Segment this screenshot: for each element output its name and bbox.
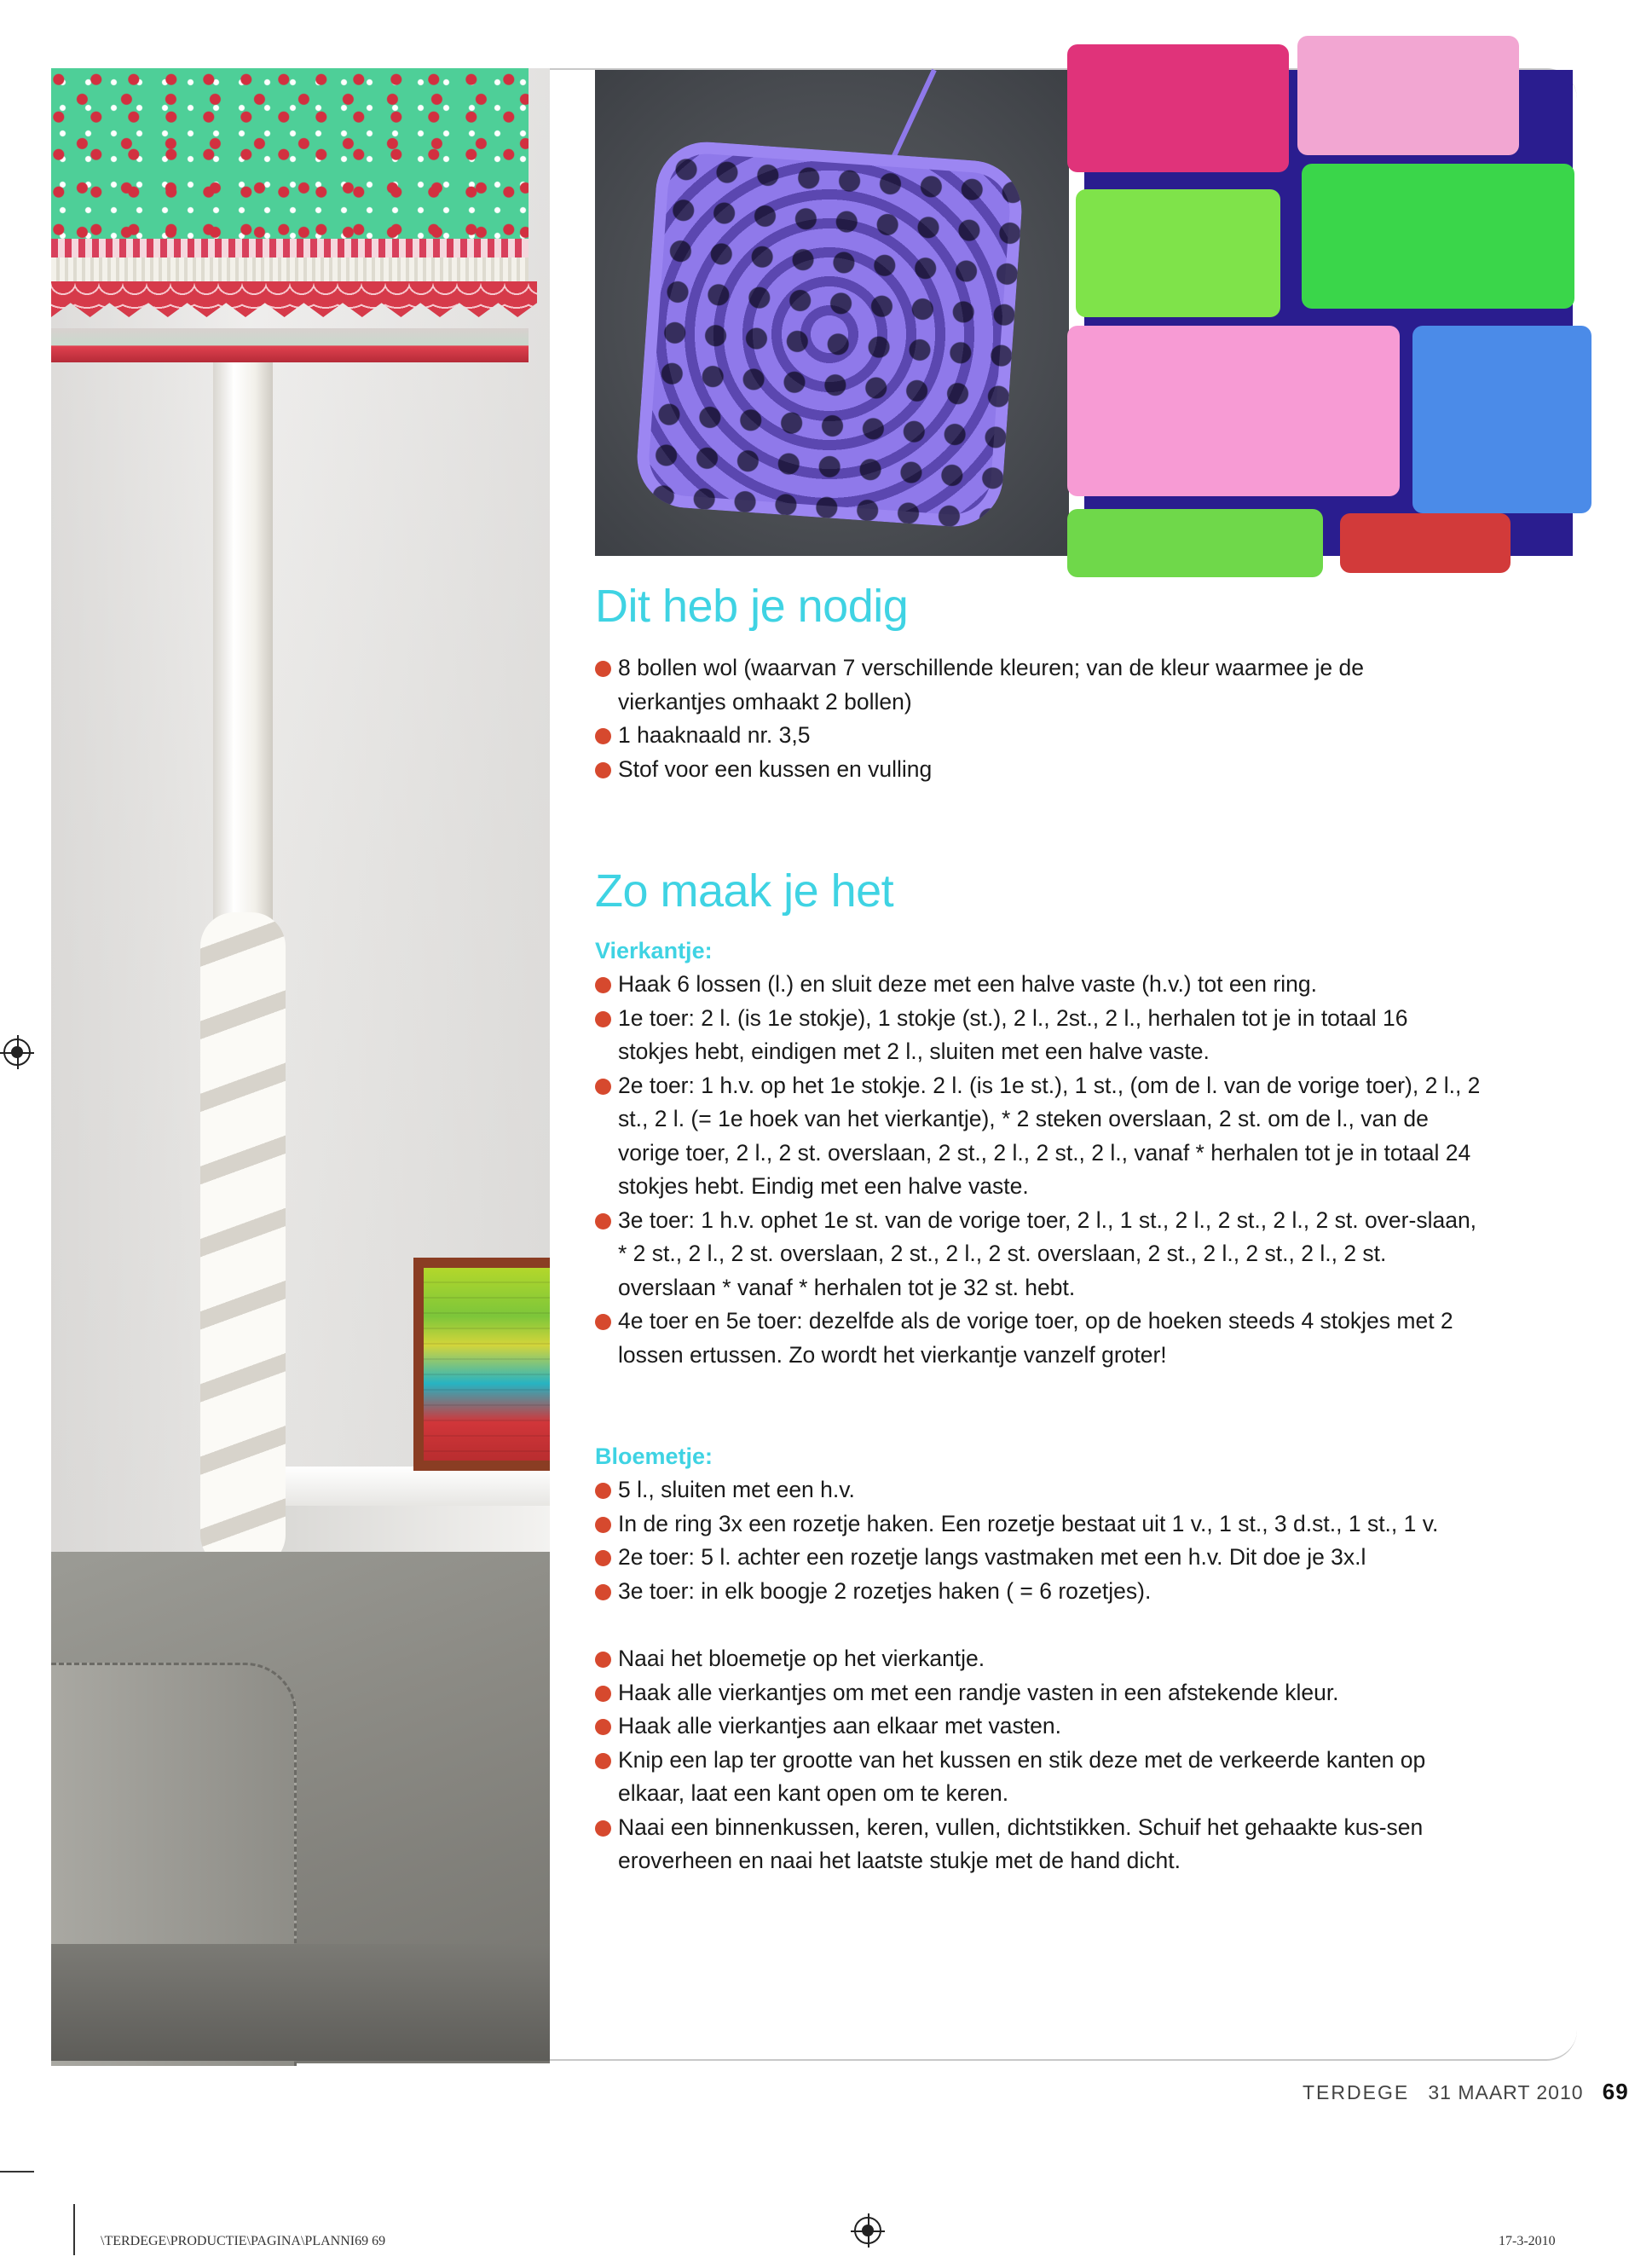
bullet-dot	[595, 1011, 611, 1027]
article-text	[595, 580, 1490, 1878]
list-item: 3e toer: 1 h.v. ophet 1e st. van de vorige toer, 2 l., 1 st., 2 l., 2 st., 2 l., 2 st. over-slaan, * 2 st., 2 l., 2 st. overslaan, 2 st., 2 l., 2 st. overslaan, 2 st., 2 l., 2 st., 2 l., 2 st. overslaan * vanaf * herhalen tot je 32 st. hebt.	[595, 1204, 1482, 1305]
finishing-steps	[595, 1642, 1482, 1878]
list-item: In de ring 3x een rozetje haken. Een rozetje bestaat uit 1 v., 1 st., 3 d.st., 1 st., 1 v.	[595, 1507, 1482, 1542]
sofa-base	[51, 1944, 550, 2061]
page-number: 69	[1602, 2079, 1629, 2104]
bullet-dot	[595, 1517, 611, 1533]
granny-square-holes	[634, 139, 1025, 530]
print-slug-date: 17-3-2010	[1499, 2234, 1556, 2248]
lampshade-lace	[51, 257, 529, 281]
list-item: Naai een binnenkussen, keren, vullen, dichtstikken. Schuif het gehaakte kus-sen eroverheen en naai het laatste stukje met de hand dicht.	[595, 1811, 1482, 1878]
blanket-square	[1067, 44, 1289, 172]
square-instructions	[595, 934, 1490, 1372]
list-item: Haak 6 lossen (l.) en sluit deze met een halve vaste (h.v.) tot een ring.	[595, 968, 1482, 1002]
materials-heading: Dit heb je nodig	[595, 581, 909, 632]
issue-date: 31 MAART 2010	[1428, 2081, 1584, 2103]
list-item: 3e toer: in elk boogje 2 rozetjes haken ( = 6 rozetjes).	[595, 1575, 1482, 1609]
blanket-square	[1340, 513, 1511, 573]
blanket-square	[1076, 189, 1280, 317]
list-item: 8 bollen wol (waarvan 7 verschillende kleuren; van de kleur waarmee je de vierkantjes omhaakt 2 bollen)	[595, 651, 1453, 719]
finishing-instructions	[595, 1642, 1490, 1878]
list-item: Naai het bloemetje op het vierkantje.	[595, 1642, 1482, 1676]
lampshade	[51, 68, 529, 239]
lamp-photo	[51, 68, 550, 2061]
list-item: 1e toer: 2 l. (is 1e stokje), 1 stokje (st.), 2 l., 2st., 2 l., herhalen tot je in totaal 16 stokjes hebt, eindigen met 2 l., sluiten met een halve vaste.	[595, 1002, 1482, 1069]
granny-square-photo	[595, 70, 1069, 556]
instructions-heading: Zo maak je het	[595, 865, 894, 917]
bullet-dot	[595, 977, 611, 993]
flower-instructions	[595, 1440, 1490, 1608]
bullet-dot	[595, 1753, 611, 1769]
square-steps	[595, 968, 1482, 1372]
bullet-dot	[595, 1213, 611, 1229]
list-item: Stof voor een kussen en vulling	[595, 753, 1490, 787]
materials-list	[595, 651, 1490, 786]
list-item: 2e toer: 5 l. achter een rozetje langs vastmaken met een h.v. Dit doe je 3x.l	[595, 1541, 1482, 1575]
crop-mark	[0, 2171, 34, 2173]
lamp-pole-twist	[200, 912, 286, 1569]
bullet-dot	[595, 1550, 611, 1566]
bullet-dot	[595, 1314, 611, 1330]
list-item: 2e toer: 1 h.v. op het 1e stokje. 2 l. (is 1e st.), 1 st., (om de l. van de vorige toer), 2 l., 2 st., 2 l. (= 1e hoek van het vierkantje), * 2 steken overslaan, 2 st. om de l., van de vorige toer, 2 l., 2 st. overslaan, 2 st., 2 l., 2 st., 2 l., vanaf * herhalen tot je in totaal 24 stokjes hebt. Eindig met een halve vaste.	[595, 1069, 1482, 1204]
list-item: 5 l., sluiten met een h.v.	[595, 1473, 1482, 1507]
bullet-dot	[595, 1820, 611, 1837]
bullet-dot	[595, 762, 611, 778]
bullet-dot	[595, 1686, 611, 1702]
bullet-dot	[595, 661, 611, 677]
flower-title: Bloemetje:	[595, 1444, 713, 1469]
print-slug-path: \TERDEGE\PRODUCTIE\PAGINA\PLANNI69 69	[101, 2234, 386, 2248]
blanket-square	[1067, 509, 1323, 577]
lampshade-ribbon	[51, 239, 529, 257]
bullet-dot	[595, 1584, 611, 1600]
list-item: 1 haaknaald nr. 3,5	[595, 719, 1490, 753]
abacus	[413, 1258, 550, 1471]
page-footer	[1303, 2079, 1629, 2105]
bullet-dot	[595, 1483, 611, 1499]
square-title: Vierkantje:	[595, 938, 713, 963]
lampshade-lining	[51, 328, 529, 362]
magazine-name: TERDEGE	[1303, 2081, 1410, 2103]
bullet-dot	[595, 1719, 611, 1735]
list-item: Haak alle vierkantjes aan elkaar met vasten.	[595, 1710, 1482, 1744]
blanket-square	[1302, 164, 1574, 309]
registration-mark-icon	[3, 1039, 31, 1066]
shelf-top	[264, 1467, 550, 1506]
bullet-dot	[595, 1079, 611, 1095]
crop-mark	[73, 2204, 75, 2255]
blanket-square	[1297, 36, 1519, 155]
bullet-dot	[595, 728, 611, 744]
list-item: 4e toer en 5e toer: dezelfde als de vorige toer, op de hoeken steeds 4 stokjes met 2 lossen ertussen. Zo wordt het vierkantje vanzelf groter!	[595, 1305, 1482, 1372]
registration-mark-icon	[854, 2217, 881, 2244]
flower-steps	[595, 1473, 1482, 1608]
list-item: Haak alle vierkantjes om met een randje vasten in een afstekende kleur.	[595, 1676, 1482, 1710]
bullet-dot	[595, 1652, 611, 1668]
crochet-blanket-photo	[1084, 70, 1573, 556]
blanket-square	[1067, 326, 1400, 496]
blanket-square	[1412, 326, 1591, 513]
list-item: Knip een lap ter grootte van het kussen en stik deze met de verkeerde kanten op elkaar, laat een kant open om te keren.	[595, 1744, 1482, 1811]
